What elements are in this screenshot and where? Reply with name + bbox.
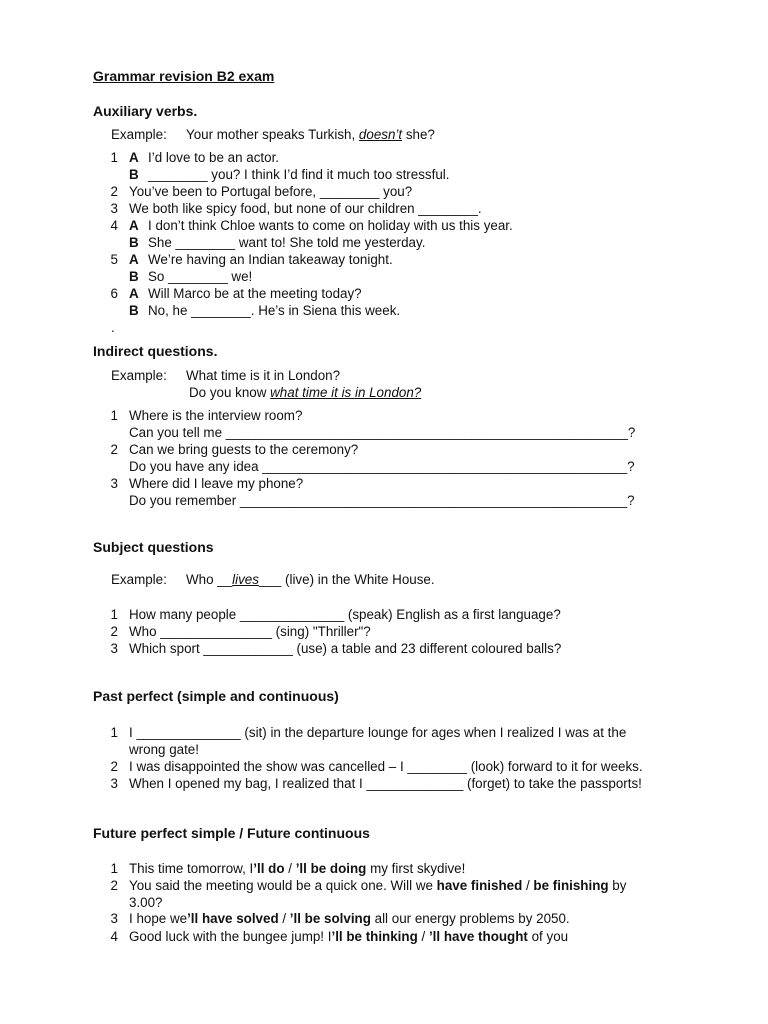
speaker-label: B (129, 303, 139, 318)
speaker-label: A (129, 252, 139, 267)
exercise-line: No, he ________. He’s in Siena this week. (148, 303, 401, 318)
exercise-line: This time tomorrow, I’ll do / ’ll be doing my first skydive! (129, 861, 466, 876)
exercise-line: Where did I leave my phone? (129, 476, 304, 491)
item-number: 3 (110, 641, 118, 656)
exercise-line: Who _______________ (sing) "Thriller"? (129, 624, 371, 639)
item-number: 2 (110, 184, 118, 199)
exercise-line: When I opened my bag, I realized that I _____________ (forget) to take the passports! (129, 776, 642, 791)
example-sentence: Who __lives___ (live) in the White House. (186, 572, 435, 587)
item-number: 2 (110, 759, 118, 774)
exercise-line: She ________ want to! She told me yesterday. (148, 235, 426, 250)
exercise-line: Good luck with the bungee jump! I’ll be thinking / ’ll have thought of you (129, 929, 569, 944)
exercise-line: You’ve been to Portugal before, ________ you? (129, 184, 413, 199)
exercise-line: I hope we’ll have solved / ’ll be solving all our energy problems by 2050. (129, 911, 570, 926)
item-number: 3 (110, 911, 118, 926)
item-number: 3 (110, 476, 118, 491)
item-number: 5 (110, 252, 118, 267)
item-number: 2 (110, 624, 118, 639)
exercise-line-continued: wrong gate! (129, 742, 199, 757)
exercise-line: Where is the interview room? (129, 408, 303, 423)
stray-dot: . (111, 320, 115, 335)
item-number: 1 (110, 408, 118, 423)
example-question: What time is it in London? (186, 368, 341, 383)
exercise-line: I’d love to be an actor. (148, 150, 280, 165)
example-answer: Do you know what time it is in London? (189, 385, 422, 400)
item-number: 3 (110, 201, 118, 216)
answer-line: Do you remember ____________________________________________________? (129, 493, 635, 508)
speaker-label: A (129, 286, 139, 301)
example-label: Example: (111, 127, 167, 142)
section-heading-past-perfect: Past perfect (simple and continuous) (93, 688, 339, 704)
answer-line: Can you tell me ______________________________________________________? (129, 425, 636, 440)
item-number: 1 (110, 150, 118, 165)
page-title: Grammar revision B2 exam (93, 68, 275, 84)
exercise-line: ________ you? I think I’d find it much too stressful. (148, 167, 450, 182)
item-number: 2 (110, 878, 118, 893)
example-label: Example: (111, 368, 167, 383)
speaker-label: A (129, 150, 139, 165)
exercise-line-continued: 3.00? (129, 895, 163, 910)
speaker-label: B (129, 167, 139, 182)
example-sentence: Your mother speaks Turkish, doesn’t she? (186, 127, 435, 142)
exercise-line: So ________ we! (148, 269, 253, 284)
section-heading-subject-questions: Subject questions (93, 539, 214, 555)
speaker-label: B (129, 235, 139, 250)
exercise-line: You said the meeting would be a quick one. Will we have finished / be finishing by (129, 878, 627, 893)
exercise-line: Can we bring guests to the ceremony? (129, 442, 359, 457)
section-heading-future-perfect: Future perfect simple / Future continuous (93, 825, 370, 841)
example-label: Example: (111, 572, 167, 587)
speaker-label: A (129, 218, 139, 233)
item-number: 4 (110, 929, 118, 944)
item-number: 1 (110, 861, 118, 876)
item-number: 6 (110, 286, 118, 301)
item-number: 4 (110, 218, 118, 233)
exercise-line: How many people ______________ (speak) English as a first language? (129, 607, 561, 622)
exercise-line: I ______________ (sit) in the departure lounge for ages when I realized I was at the (129, 725, 627, 740)
exercise-line: We’re having an Indian takeaway tonight. (148, 252, 393, 267)
exercise-line: Which sport ____________ (use) a table and 23 different coloured balls? (129, 641, 562, 656)
exercise-line: I don’t think Chloe wants to come on holiday with us this year. (148, 218, 513, 233)
item-number: 1 (110, 725, 118, 740)
exercise-line: We both like spicy food, but none of our children ________. (129, 201, 482, 216)
exercise-line: I was disappointed the show was cancelled – I ________ (look) forward to it for weeks. (129, 759, 643, 774)
speaker-label: B (129, 269, 139, 284)
answer-line: Do you have any idea _________________________________________________? (129, 459, 635, 474)
section-heading-indirect-questions: Indirect questions. (93, 343, 218, 359)
section-heading-auxiliary-verbs: Auxiliary verbs. (93, 103, 198, 119)
item-number: 1 (110, 607, 118, 622)
item-number: 2 (110, 442, 118, 457)
exercise-line: Will Marco be at the meeting today? (148, 286, 362, 301)
item-number: 3 (110, 776, 118, 791)
